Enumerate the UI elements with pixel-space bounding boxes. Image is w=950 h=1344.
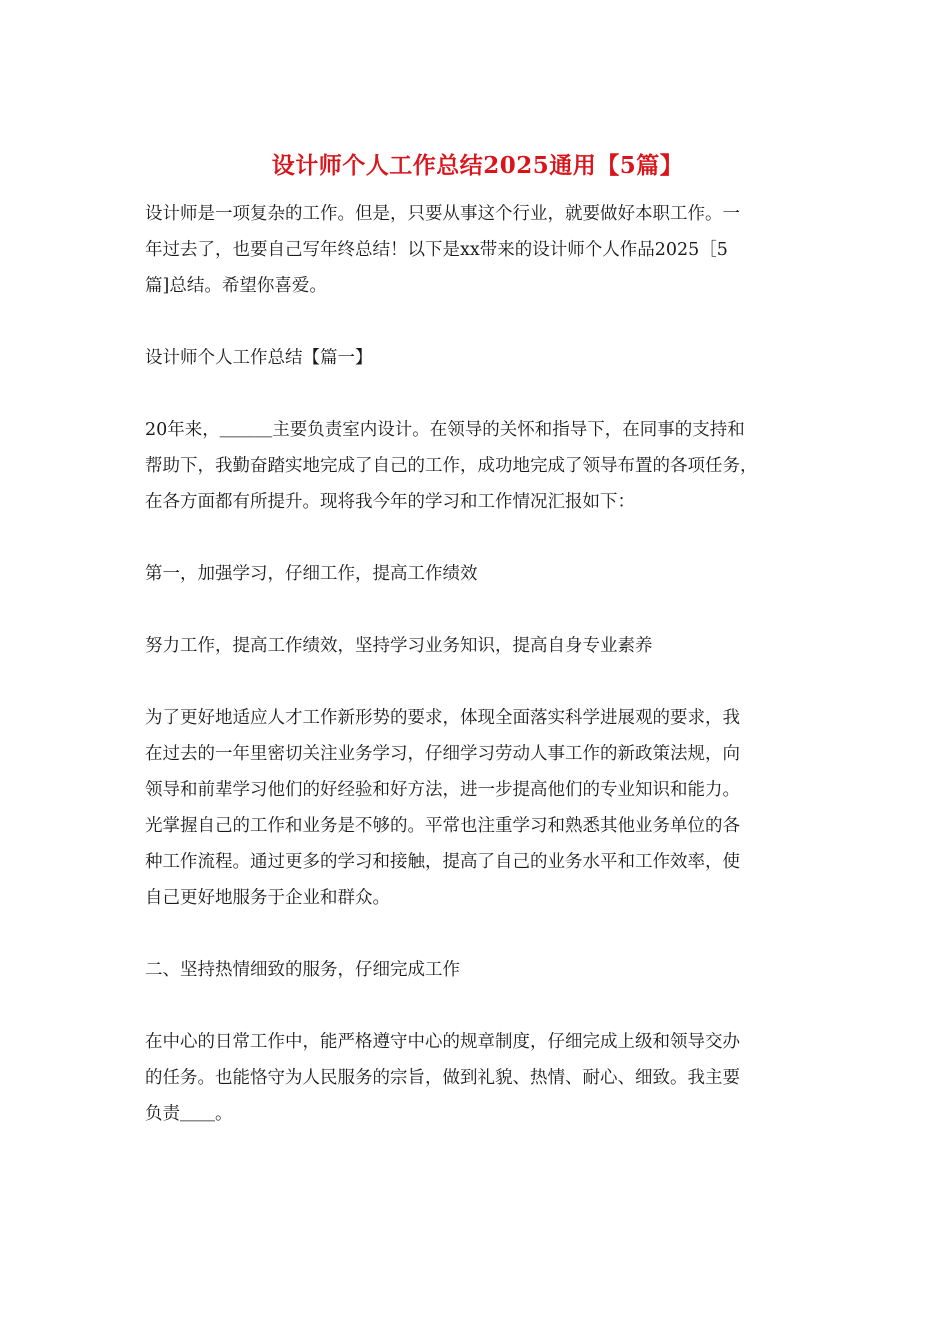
section-heading: 设计师个人工作总结【篇一】 bbox=[145, 348, 373, 368]
intro-paragraph bbox=[145, 196, 810, 304]
paragraph-gap bbox=[145, 592, 810, 628]
paragraph-gap bbox=[145, 520, 810, 556]
point-2-heading: 二、坚持热情细致的服务，仔细完成工作 bbox=[145, 960, 460, 980]
text-line: 种工作流程。通过更多的学习和接触，提高了自己的业务水平和工作效率，使 bbox=[145, 852, 740, 872]
text-line: 在过去的一年里密切关注业务学习，仔细学习劳动人事工作的新政策法规，向 bbox=[145, 744, 740, 764]
document-page bbox=[145, 148, 810, 1132]
text-line: 领导和前辈学习他们的好经验和好方法，进一步提高他们的专业知识和能力。 bbox=[145, 780, 740, 800]
paragraph-gap bbox=[145, 916, 810, 952]
text-line: 设计师是一项复杂的工作。但是，只要从事这个行业，就要做好本职工作。一 bbox=[145, 204, 740, 224]
text-line: 年过去了，也要自己写年终总结！以下是xx带来的设计师个人作品2025［5 bbox=[145, 240, 728, 260]
text-line: 为了更好地适应人才工作新形势的要求，体现全面落实科学进展观的要求，我 bbox=[145, 708, 740, 728]
text-line: 的任务。也能恪守为人民服务的宗旨，做到礼貌、热情、耐心、细致。我主要 bbox=[145, 1068, 740, 1088]
point-1-subheading: 努力工作，提高工作绩效，坚持学习业务知识，提高自身专业素养 bbox=[145, 636, 653, 656]
text-line: 负责＿＿。 bbox=[145, 1104, 233, 1124]
text-line: 在中心的日常工作中，能严格遵守中心的规章制度，仔细完成上级和领导交办 bbox=[145, 1032, 740, 1052]
text-line: 帮助下，我勤奋踏实地完成了自己的工作，成功地完成了领导布置的各项任务， bbox=[145, 456, 758, 476]
point-1-heading: 第一，加强学习，仔细工作，提高工作绩效 bbox=[145, 564, 478, 584]
paragraph-1 bbox=[145, 412, 810, 520]
text-line: 在各方面都有所提升。现将我今年的学习和工作情况汇报如下： bbox=[145, 492, 635, 512]
document-title: 设计师个人工作总结2025通用【5篇】 bbox=[271, 152, 684, 179]
text-line: 光掌握自己的工作和业务是不够的。平常也注重学习和熟悉其他业务单位的各 bbox=[145, 816, 740, 836]
text-line: 20年来，＿＿＿主要负责室内设计。在领导的关怀和指导下，在同事的支持和 bbox=[145, 420, 745, 440]
paragraph-gap bbox=[145, 988, 810, 1024]
paragraph-gap bbox=[145, 304, 810, 340]
paragraph-gap bbox=[145, 664, 810, 700]
text-line: 自己更好地服务于企业和群众。 bbox=[145, 888, 390, 908]
paragraph-3 bbox=[145, 1024, 810, 1132]
paragraph-gap bbox=[145, 376, 810, 412]
text-line: 篇]总结。希望你喜爱。 bbox=[145, 276, 327, 296]
paragraph-2 bbox=[145, 700, 810, 916]
